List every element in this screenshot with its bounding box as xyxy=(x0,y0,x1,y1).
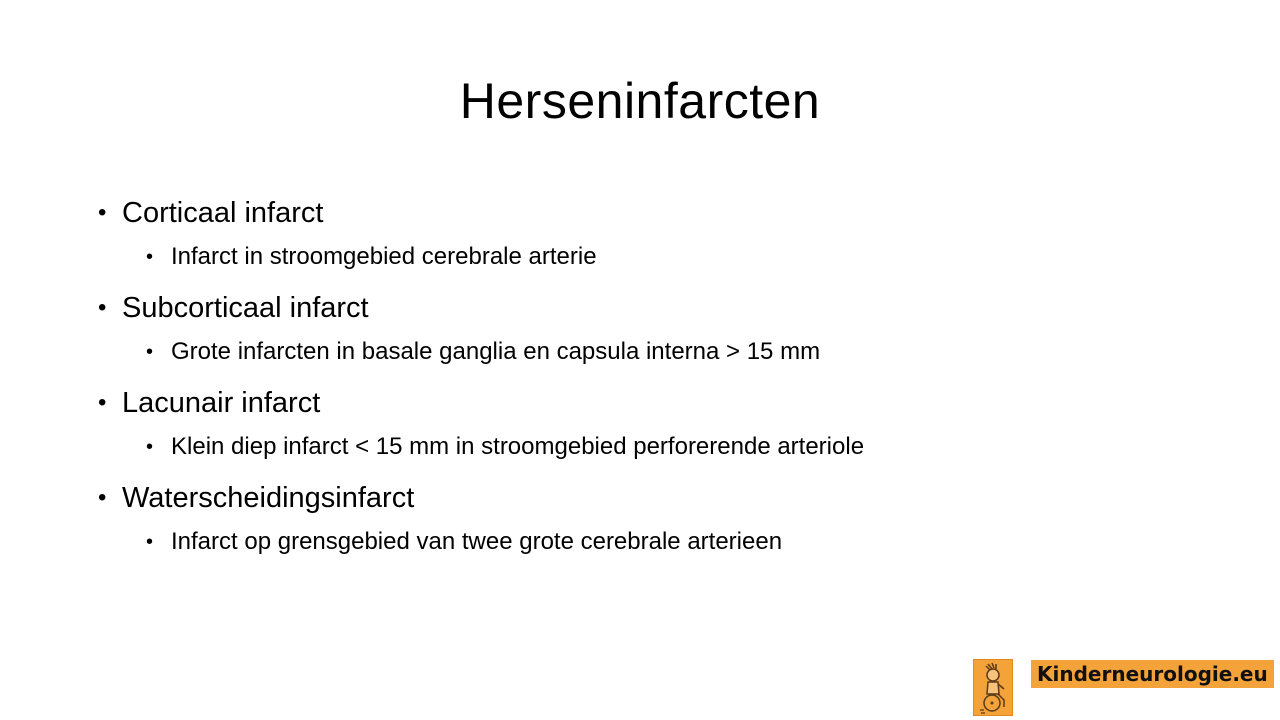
sub-bullet-item xyxy=(146,241,1198,273)
slide-title: Herseninfarcten xyxy=(459,73,821,129)
sub-bullet-item xyxy=(146,526,1198,558)
bullet-item-corticaal xyxy=(98,194,1198,232)
bullet-label: Waterscheidingsinfarct xyxy=(122,482,415,514)
bullet-dot: • xyxy=(98,199,107,226)
sub-bullet-dot: • xyxy=(146,436,154,458)
bullet-item-subcorticaal xyxy=(98,289,1198,327)
bullet-label: Corticaal infarct xyxy=(122,197,324,229)
sub-bullet-item xyxy=(146,431,1198,463)
sub-bullet-item xyxy=(146,336,1198,368)
sub-bullet-dot: • xyxy=(146,246,154,268)
logo-text: Kinderneurologie.eu xyxy=(1031,660,1274,688)
child-wheelchair-icon xyxy=(973,659,1013,716)
bullet-dot: • xyxy=(98,389,107,416)
bullet-list xyxy=(98,194,1198,574)
sub-bullet-label: Infarct op grensgebied van twee grote cerebrale arterieen xyxy=(171,528,783,555)
bullet-label: Lacunair infarct xyxy=(122,387,321,419)
bullet-item-waterscheidings xyxy=(98,479,1198,517)
bullet-dot: • xyxy=(98,484,107,511)
bullet-dot: • xyxy=(98,294,107,321)
sub-bullet-label: Infarct in stroomgebied cerebrale arterie xyxy=(171,243,597,270)
sub-bullet-label: Grote infarcten in basale ganglia en capsula interna > 15 mm xyxy=(171,338,821,365)
sub-bullet-dot: • xyxy=(146,341,154,363)
sub-bullet-label: Klein diep infarct < 15 mm in stroomgebied perforerende arteriole xyxy=(171,433,865,460)
sub-bullet-dot: • xyxy=(146,531,154,553)
bullet-item-lacunair xyxy=(98,384,1198,422)
kinderneurologie-logo xyxy=(973,659,1268,716)
bullet-label: Subcorticaal infarct xyxy=(122,292,369,324)
